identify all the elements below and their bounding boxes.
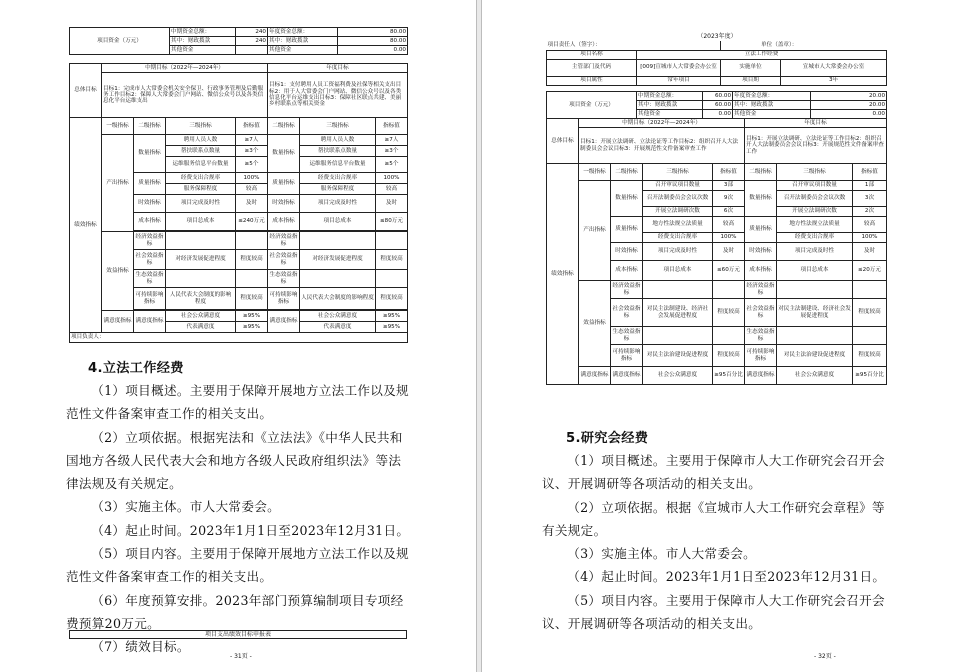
year-goal-text: 目标1：支付聘用人员工资福利费及社保等相关支出目标2：用于人大常委会门户网站、微信公众号以及各类信息化平台运维支出目标3：保障社区联点共建、美丽乡村联系点等相关资金 — [268, 73, 408, 118]
goals-table-right: 总体目标 中期目标（2022年—2024年） 年度目标 目标1：开展立法调研、立法论证等工作目标2：组织召开人大法制委员会会议目标3：开展规范性文件备案审查工作 目标1：开展立法调研、立法论证等工作目标2：组织召开人大法制委员会会议目标3：开展规范性文件备案审查工作 — [546, 118, 887, 164]
budget-table-right: 项目资金（万元） 中期资金总额： 60.00 年度资金总额： 20.00 其中：财政拨款 60.00 其中：财政拨款 20.00 其他资金 0.00 其他资金 0.00 — [546, 91, 887, 119]
year-caption: （2023年度） — [697, 33, 737, 40]
project-owner-line: 项目负责人： — [70, 333, 408, 343]
right-body-text: 5.研究会经费 （1）项目概述。主要用于保障市人大工作研究会召开会议、开展调研等各项活动的相关支出。 （2）立项依据。根据《宣城市人大工作研究会章程》等有关规定。 （3）实施主体。市人大常委会。 （4）起止时间。2023年1月1日至2023年12月31日。 （5）项目内容。主要用于保障市人大工作研究会召开会议、开展调研等各项活动的相关支出。 — [542, 429, 894, 635]
project-name: 立法工作经费 — [637, 50, 887, 59]
owner-signature: 项目责任人（签字）： — [547, 41, 721, 50]
page-number-right: - 32页 - — [814, 653, 836, 660]
section-title-5: 5.研究会经费 — [566, 431, 649, 446]
goals-table-top: 总体目标 中期目标（2022年—2024年） 年度目标 目标1：完成市人大常委会机关安全保卫、行政事务管理及后勤服务工作目标2：保障人大常委会门户网站、微信公众号以及各类信息化平台运维支出 目标1：支付聘用人员工资福利费及社保等相关支出目标2：用于人大常委会门户网站、微信公众号以及各类信息化平台运维支出目标3：保障社区联点共建、美丽乡村联系点等相关资金 — [69, 63, 408, 118]
page-32 — [481, 0, 955, 672]
performance-table-right: 绩效指标 一级指标 二级指标 三级指标 指标值 二级指标 三级指标 指标值 产出指标 数量指标 召开审议项目数量 3部 数量指标 召开审议项目数量 1部 召开法制委员会会议次数 9次 召开法制委员会会议次数 3次 开展立法调研次数 6次 开展立法调研次数 2次 质量指标 地方性法规立法质量 较高 质量指标 地方性法规立法质量 较高 经费支出合规率 100% 经费支出合规率 100% 时效指标 项目完成及时性 及时 时效指标 项目完成及时性 及时 成本指标 项目总成本 ≤60万元 成本指标 项目总成本 ≤20万元 效益指标 经济效益指标 经济效益指标 社会效益指标 对民主法制建设、经济社会发展促进程度 程度较高 社会效益指标 对民主法制建设、经济社会发展促进程度 程度较高 生态效益指标 生态效益指标 可持续影响指标 对民主法治建设促进程度 程度较高 可持续影响指标 对民主法治建设促进程度 程度较高 满意度指标 满意度指标 社会公众满意度 ≥95百分比 满意度指标 社会公众满意度 ≥95百分比 — [546, 163, 887, 385]
budget-label: 项目资金（万元） — [70, 28, 170, 55]
goals-label: 总体目标 — [70, 64, 102, 118]
project-header-table: 项目责任人（签字）： 单位（盖章）： 项目名称 立法工作经费 主管部门及代码 [009]宣城市人大常委会办公室 实施单位 宣城市人大常委会办公室 项目属性 常年项目 项目期 3年 — [546, 41, 887, 86]
left-body-text: 4.立法工作经费 （1）项目概述。主要用于保障开展地方立法工作以及规范性文件备案审查工作的相关支出。 （2）立项依据。根据宪法和《立法法》《中华人民共和国地方各级人民代表大会和地方各级人民政府组织法》等法律法规及有关规定。 （3）实施主体。市人大常委会。 （4）起止时间。2023年1月1日至2023年12月31日。 （5）项目内容。主要用于保障开展地方立法工作以及规范性文件备案审查工作的相关支出。 （6）年度预算安排。2023年部门预算编制项目专项经费预算20万元。 （7）绩效目标。 — [66, 359, 414, 659]
mid-goal-text: 目标1：完成市人大常委会机关安全保卫、行政事务管理及后勤服务工作目标2：保障人大常委会门户网站、微信公众号以及各类信息化平台运维支出 — [102, 73, 268, 118]
next-table-caption: 项目支出绩效目标申报表 — [69, 630, 407, 639]
section-title-4: 4.立法工作经费 — [88, 361, 184, 376]
unit-stamp: 单位（盖章）： — [721, 41, 887, 50]
budget-table-top: 项目资金（万元） 中期资金总额： 240 年度资金总额： 80.00 其中：财政拨款 240 其中：财政拨款 80.00 其他资金 其他资金 0.00 — [69, 27, 408, 55]
page-number-left: - 31页 - — [230, 653, 252, 660]
performance-table-left: 绩效指标 一级指标 二级指标 三级指标 指标值 二级指标 三级指标 指标值 产出指标 数量指标 聘用人员人数 ≥7人 数量指标 聘用人员人数 ≥7人 帮扶联系点数量 ≥3个 帮扶联系点数量 ≥3个 运维服务信息平台数量 ≥5个 运维服务信息平台数量 ≥5个 质量指标 经费支出合规率 100% 质量指标 经费支出合规率 100% 服务保障程度 较高 服务保障程度 较高 时效指标 项目完成及时性 及时 时效指标 项目完成及时性 及时 成本指标 项目总成本 ≤240万元 成本指标 项目总成本 ≤80万元 效益指标 经济效益指标 经济效益指标 社会效益指标 对经济发展促进程度 程度较高 社会效益指标 对经济发展促进程度 程度较高 生态效益指标 生态效益指标 可持续影响指标 人民代表大会制度的影响程度 程度较高 可持续影响指标 人民代表大会制度的影响程度 程度较高 满意度指标 满意度指标 社会公众满意度 ≥95% 满意度指标 社会公众满意度 ≥95% 代表满意度 ≥95% 代表满意度 ≥95% 项目负责人： — [69, 117, 408, 343]
page-31 — [0, 0, 477, 672]
